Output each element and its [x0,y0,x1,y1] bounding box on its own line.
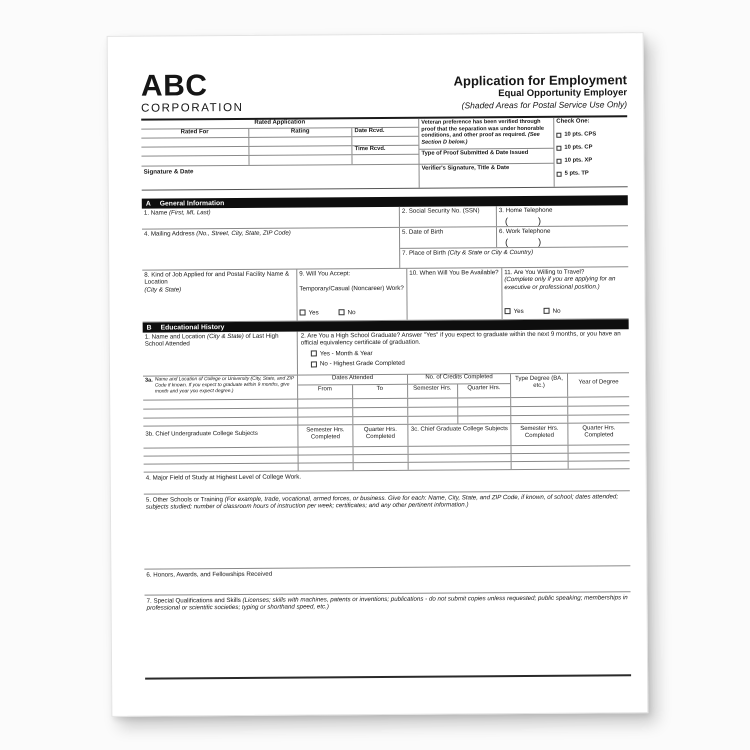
field-work-telephone: 6. Work Telephone ( ) [497,226,628,247]
field-highschool-graduate: 2. Are You a High School Graduate? Answer "Yes" if you expect to graduate within the next 9 months, or you have an official equivalency certificate of graduation. Yes - Month & Year No - Highest Grade Completed [298,329,629,374]
checkbox-icon [556,158,561,163]
section-a-letter: A [145,200,151,208]
field-kind-of-job: 8. Kind of Job Applied for and Postal Facility Name & Location (City & State) [142,270,297,322]
college-table [143,373,629,426]
section-a-title: General Information [159,199,225,208]
see-section-d-note: (See Section D below.) [421,132,540,146]
graduate-subjects-header: 3c. Chief Graduate College Subjects [408,424,511,446]
semester-completed-header: Semester Hrs. Completed [511,424,568,445]
quarter-completed-header: Quarter Hrs. Completed [353,425,408,446]
field-honors-awards: 6. Honors, Awards, and Fellowships Received [144,566,630,595]
dates-attended-header: Dates Attended From To [298,375,408,399]
travel-yes-no: Yes No [505,307,627,315]
checkbox-icon [544,308,550,314]
check-option-10pts-cp: 10 pts. CP [556,144,625,150]
check-one-block [554,117,627,187]
field-highschool-name: 1. Name and Location (City & State) of Last High School Attended [143,332,298,376]
rated-application-title: Rated Application [141,119,418,130]
field-place-of-birth: 7. Place of Birth (City & State or City & Country) [400,246,628,268]
rating-header: Rating [249,128,353,137]
semester-completed-header: Semester Hrs. Completed [298,425,353,446]
type-of-proof-label: Type of Proof Submitted & Date Issued [419,149,553,165]
logo-subtext: CORPORATION [141,101,244,115]
form-sheet [107,32,649,717]
field-willing-to-travel: 11. Are You Willing to Travel? (Complete only if you are applying for an executive or professional position.) Yes No [502,267,628,319]
quarter-completed-header: Quarter Hrs. Completed [582,425,616,439]
from-header: From [298,385,353,398]
credits-header: No. of Credits Completed Semester Hrs. Quarter Hrs. [408,374,511,398]
date-received-label: Date Rcvd. [354,127,385,135]
rated-application-block [141,119,419,190]
veteran-preference-statement: Veteran preference has been verified through proof that the separation was under honorable conditions, and other proof as required. (See Section D below.) [419,118,553,150]
checkbox-icon [556,145,561,150]
row-job-accept-available-travel [142,267,628,322]
field-special-qualifications: 7. Special Qualifications and Skills (Licenses; skills with machines, patents or inventions; publications - do not submit copies unless requested; public speaking; memberships in professional or scientific societies; typing or shorthand speed, etc.) [145,592,632,679]
field-date-of-birth: 5. Date of Birth [400,227,497,248]
checkbox-icon [311,361,317,367]
quarter-hrs-header: Quarter Hrs. [467,385,501,392]
checkbox-icon [557,171,562,176]
field-will-you-accept: 9. Will You Accept: Temporary/Casual (Noncareer) Work? Yes No [297,269,407,321]
checkbox-icon [339,310,345,316]
undergrad-subjects-header: 3b. Chief Undergraduate College Subjects [143,426,298,448]
field-major-field: 4. Major Field of Study at Highest Level of College Work. [144,469,630,494]
checkbox-icon [505,308,511,314]
form-content [141,69,631,679]
masthead [141,69,627,118]
row-address-dob-phone [142,226,628,270]
company-logo [140,69,244,115]
form-title: Application for Employment [453,72,628,89]
section-b-title: Educational History [160,323,225,332]
section-b-letter: B [146,324,152,332]
form-titles [454,69,628,110]
check-option-5pts-tp: 5 pts. TP [557,170,626,176]
year-degree-header: Year of Degree [578,379,619,386]
to-header: To [376,385,384,393]
time-received-label: Time Rcvd. [354,145,386,153]
field-other-schools: 5. Other Schools or Training (For example, trade, vocational, armed forces, or business. Give for each: Name, City, State, and ZIP Code, if known, of school; dates attended; subjects studied; number of classroom hours of instruction per week; certificates; and any other pertinent information.) [144,491,631,569]
hs-grad-yes: Yes - Month & Year [311,348,626,358]
area-code-parens: ( ) [504,216,541,227]
college-name-header: 3a. Name and Location of College or University (City, State, and ZIP Code if known. If you expect to graduate within 9 months, give month and year you expect degree.) [143,376,298,400]
form-subtitle: Equal Opportunity Employer [498,87,628,100]
field-mailing-address: 4. Mailing Address (No., Street, City, State, ZIP Code) [142,228,400,270]
type-degree-header: Type Degree (BA, etc.) [511,374,568,397]
field-when-available: 10. When Will You Be Available? [407,268,502,320]
accept-yes-no: Yes No [300,308,405,316]
verifier-signature-label: Verifier's Signature, Title & Date [421,165,510,172]
checkbox-icon [311,351,317,357]
field-ssn-label: 2. Social Security No. (SSN) [400,206,497,227]
veteran-preference-block [419,118,554,188]
subjects-table [143,423,629,472]
checkbox-icon [300,310,306,316]
postal-use-table [141,115,627,190]
check-one-label: Check One: [556,118,590,125]
check-option-10pts-cps: 10 pts. CPS [556,131,625,137]
checkbox-icon [556,132,561,137]
rated-for-header: Rated For [141,129,249,138]
semester-hrs-header: Semester Hrs. [408,384,458,397]
row-highschool [143,329,629,376]
hs-grad-no: No - Highest Grade Completed [311,358,626,368]
area-code-parens: ( ) [505,237,542,248]
check-option-10pts-xp: 10 pts. XP [556,157,625,163]
shaded-areas-note: (Shaded Areas for Postal Service Use Only) [461,98,628,110]
signature-date-label: Signature & Date [143,168,194,176]
field-home-telephone: 3. Home Telephone ( ) [497,205,628,226]
logo-text: ABC [140,69,208,103]
field-name-label: 1. Name (First, MI, Last) [142,207,400,229]
